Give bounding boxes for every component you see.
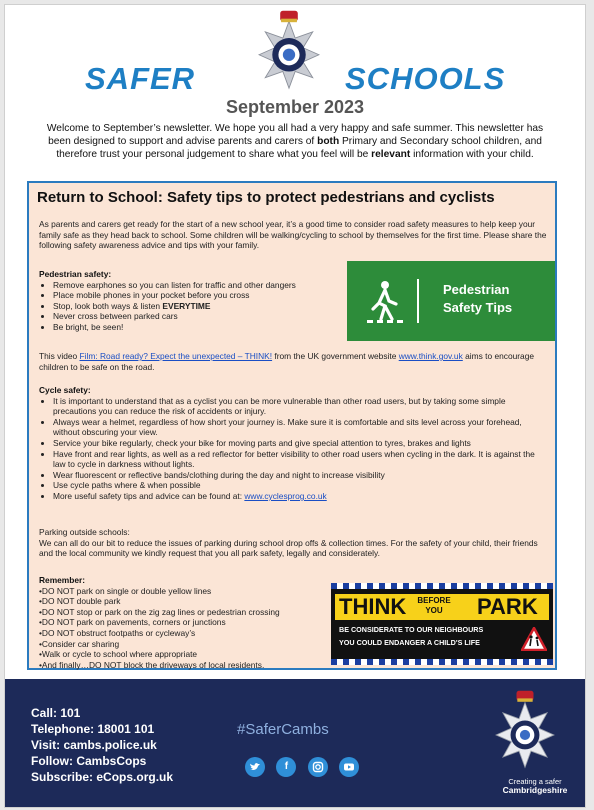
- parking-section: [39, 527, 547, 559]
- contact-call: Call: 101: [31, 706, 81, 720]
- newsletter-date: September 2023: [225, 97, 365, 117]
- think-word: THINK: [339, 594, 407, 619]
- checkered-stripe: [331, 659, 553, 665]
- cycle-section: [39, 385, 549, 502]
- list-item: • Wear fluorescent or reflective bands/clothing during the day and night to increase visibility: [53, 470, 549, 481]
- list-item: • More useful safety tips and advice can be found at: www.cyclesprog.co.uk: [53, 491, 549, 502]
- cycle-website-link[interactable]: www.cyclesprog.co.uk: [244, 490, 327, 501]
- list-item: • Never cross between parked cars: [53, 311, 339, 322]
- contact-list: [31, 705, 173, 785]
- list-item: • Have front and rear lights, as well as a red reflector for better visibility to other road users when cycling in the dark. It is against the law to cycle in darkness without lights.: [53, 449, 549, 470]
- title-schools: SCHOOLS: [345, 61, 506, 96]
- you-word: YOU: [425, 606, 443, 615]
- title-safer: SAFER: [85, 61, 196, 96]
- pedestrian-section: [39, 269, 339, 333]
- children-crossing-sign-icon: [521, 627, 547, 651]
- masthead: [5, 5, 585, 161]
- safety-article-panel: [27, 181, 557, 670]
- video-link[interactable]: Film: Road ready? Expect the unexpected – THINK!: [79, 351, 273, 361]
- badge-label: Safety Tips: [443, 300, 513, 315]
- pedestrian-safety-tips-badge: [347, 261, 555, 341]
- banner-line-2: YOU COULD ENDANGER A CHILD'S LIFE: [339, 638, 480, 647]
- remember-section: [39, 575, 329, 670]
- list-item: •DO NOT park on pavements, corners or junctions: [39, 617, 226, 628]
- instagram-icon[interactable]: [308, 757, 328, 777]
- remember-heading: Remember:: [39, 575, 86, 585]
- contact-footer: [5, 679, 585, 807]
- park-word: PARK: [477, 594, 538, 619]
- list-item: •Consider car sharing: [39, 638, 120, 649]
- facebook-icon[interactable]: f: [276, 757, 296, 777]
- pedestrian-crossing-icon: [365, 279, 405, 323]
- contact-follow: Follow: CambsCops: [31, 754, 147, 768]
- article-title: Return to School: Safety tips to protect pedestrians and cyclists: [37, 189, 495, 206]
- banner-line-1: BE CONSIDERATE TO OUR NEIGHBOURS: [339, 625, 484, 634]
- list-item: •And finally…DO NOT block the driveways of local residents.: [39, 659, 265, 670]
- tagline: Creating a safer: [508, 777, 562, 786]
- checkered-stripe: [331, 583, 553, 589]
- social-icons: [245, 757, 366, 777]
- list-item: • It is important to understand that as a cyclist you can be more vulnerable than other road users, but by taking some simple precautions you can reduce the risk of accidents or injury.: [53, 396, 549, 417]
- list-item: • Service your bike regularly, check your bike for moving parts and give special attention to tyres, brakes and lights: [53, 438, 549, 449]
- contact-telephone: Telephone: 18001 101: [31, 722, 155, 736]
- think-website-link[interactable]: www.think.gov.uk: [398, 351, 463, 361]
- list-item: •DO NOT obstruct footpaths or cycleway’s: [39, 627, 196, 638]
- hashtag: #SaferCambs: [237, 721, 329, 738]
- parking-text: We can all do our bit to reduce the issues of parking during school drop offs & collection times. For the safety of your child, their friends and the local community we kindly request that you all park safety, legally and considerately.: [39, 537, 538, 559]
- list-item: •DO NOT park on single or double yellow lines: [39, 585, 212, 596]
- newsletter-page: [4, 4, 586, 808]
- list-item: •Walk or cycle to school where appropriate: [39, 649, 198, 660]
- youtube-icon[interactable]: [339, 757, 359, 777]
- list-item: • Stop, look both ways & listen EVERYTIME: [53, 301, 339, 312]
- article-intro: As parents and carers get ready for the start of a new school year, it’s a good time to consider road safety measures to help keep your family safe as they head back to school. Some children will be walking/cycling to school by themselves for the first time. Please share the following safety awareness advice and tips with your family.: [39, 219, 547, 251]
- parking-heading: Parking outside schools:: [39, 527, 130, 537]
- intro-paragraph: Welcome to September’s newsletter. We hope you all had a very happy and safe summer. This newsletter has been designed to support and advise parents and carers of both Primary and Secondary school children, and therefore trust your personal judgement to share what you feel will be relevant information with your child.: [46, 123, 544, 161]
- badge-label: Pedestrian: [443, 282, 510, 297]
- video-paragraph: This video Film: Road ready? Expect the unexpected – THINK! from the UK government website www.think.gov.uk aims to encourage children to be safe on the road.: [39, 351, 535, 372]
- cycle-heading: Cycle safety:: [39, 385, 91, 395]
- divider: [417, 279, 419, 323]
- county-name: Cambridgeshire: [502, 785, 568, 795]
- pedestrian-heading: Pedestrian safety:: [39, 269, 112, 279]
- list-item: • Place mobile phones in your pocket before you cross: [53, 290, 339, 301]
- think-yellow-band: [335, 594, 549, 620]
- police-badge-logo: [245, 9, 333, 97]
- list-item: •DO NOT double park: [39, 596, 121, 607]
- list-item: • Remove earphones so you can listen for traffic and other dangers: [53, 280, 339, 291]
- police-badge-logo: [491, 689, 559, 769]
- contact-subscribe: Subscribe: eCops.org.uk: [31, 770, 174, 784]
- contact-visit: Visit: cambs.police.uk: [31, 738, 157, 752]
- list-item: • Be bright, be seen!: [53, 322, 339, 333]
- think-before-you-park-banner: [331, 583, 553, 665]
- list-item: • Use cycle paths where & when possible: [53, 480, 549, 491]
- list-item: •DO NOT stop or park on the zig zag lines or pedestrian crossing: [39, 606, 280, 617]
- before-word: BEFORE: [417, 596, 451, 605]
- twitter-icon[interactable]: [245, 757, 265, 777]
- list-item: • Always wear a helmet, regardless of how short your journey is. Make sure it is comfortable and sits level across your forehead, without obscuring your view.: [53, 417, 549, 438]
